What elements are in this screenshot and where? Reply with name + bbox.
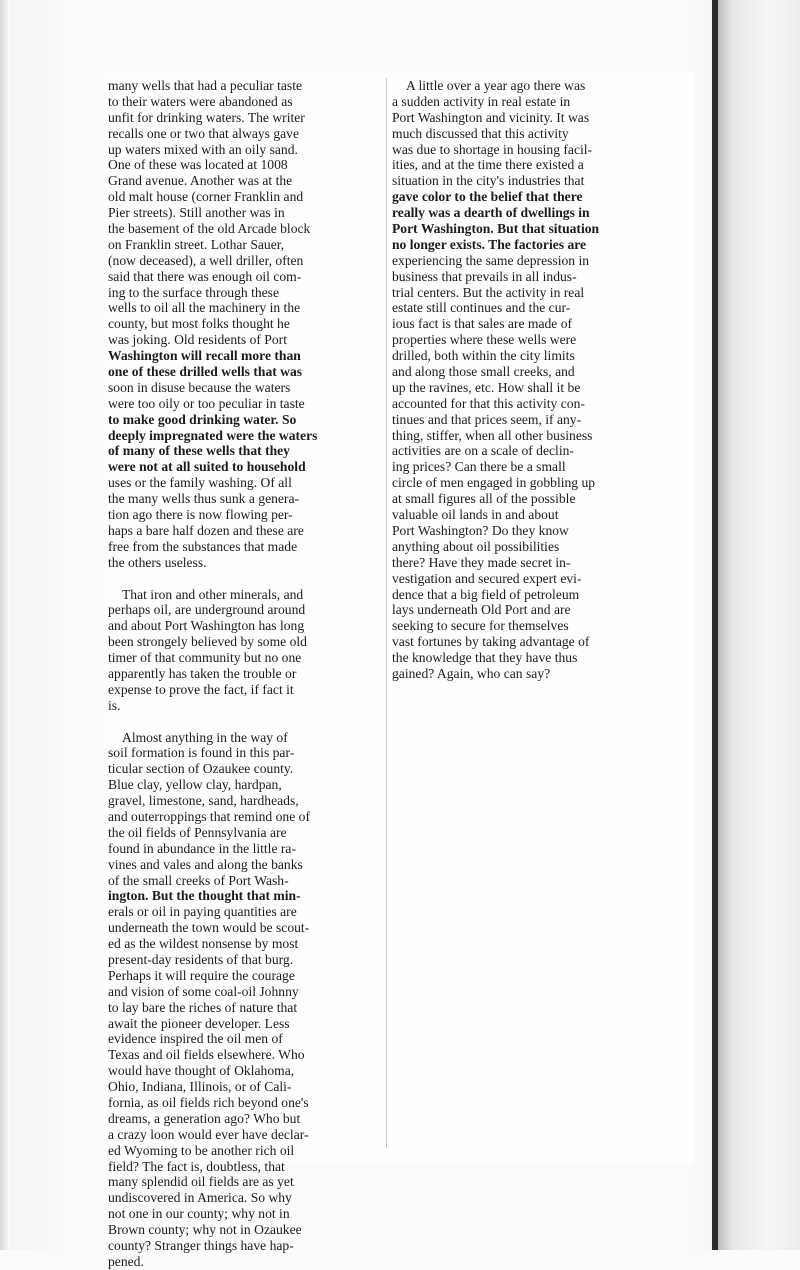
article-line: fornia, as oil fields rich beyond one's [108,1095,309,1110]
paragraph-gap [108,714,384,730]
article-line: Texas and oil fields elsewhere. Who [108,1047,305,1063]
article-line: seeking to secure for themselves [392,618,569,634]
article-line: the oil fields of Pennsylvania are [108,824,287,840]
article-line: is. [108,697,121,713]
article-line: Port Washington? Do they know [392,522,569,538]
article-line: circle of men engaged in gobbling up [392,475,596,491]
article-line: the knowledge that they have thus [392,650,578,666]
article-line: many splendid oil fields are as yet [108,1174,294,1190]
article-line: much discussed that this activity [392,125,569,141]
article-line: and about Port Washington has long [108,618,305,634]
article-line: ington. But the thought that min- [108,888,301,904]
article-line: were too oily or too peculiar in taste [108,395,305,411]
article-line: expense to prove the fact, if fact it [108,681,294,697]
paragraph-gap [108,571,384,587]
article-line: of the small creeks of Port Wash- [108,872,289,888]
article-line: Port Washington and vicinity. It was [392,109,590,125]
left-article-column [108,78,384,1270]
column-divider [386,78,387,1148]
article-line: activities are on a scale of declin- [392,443,574,459]
article-line: said that there was enough oil com- [108,268,302,284]
article-line: were not at all suited to household [108,459,306,475]
article-line: a crazy loon would ever have declar- [108,1126,309,1142]
article-line: accounted for that this activity con- [392,395,585,411]
article-line: and along those small creeks, and [392,364,575,380]
article-line: gravel, limestone, sand, hardheads, [108,793,299,809]
article-line: ities, and at the time there existed a [392,157,584,173]
article-line: lays underneath Old Port and are [392,602,571,618]
article-line: gained? Again, who can say? [392,665,551,681]
article-line: Grand avenue. Another was at the [108,173,293,189]
article-line: (now deceased), a well driller, often [108,252,304,268]
article-line: vast fortunes by taking advantage of [392,634,590,650]
article-line: the many wells thus sunk a genera- [108,491,300,507]
article-line: One of these was located at 1008 [108,157,288,173]
article-line: gave color to the belief that there [392,189,583,205]
article-line: up waters mixed with an oily sand. [108,141,298,157]
article-line: Perhaps it will require the courage [108,967,295,983]
article-line: properties where these wells were [392,332,577,348]
right-article-column [392,78,694,682]
article-line: Washington will recall more than [108,348,301,364]
article-line: ing prices? Can there be a small [392,459,566,475]
article-line: soon in disuse because the waters [108,379,291,395]
page-right-margin [718,0,800,1250]
article-line: Almost anything in the way of [122,729,288,745]
article-line: field? The fact is, doubtless, that [108,1158,285,1174]
article-line: really was a dearth of dwellings in [392,205,590,221]
article-line: up the ravines, etc. How shall it be [392,379,581,395]
article-line: found in abundance in the little ra- [108,840,296,856]
article-line: undiscovered in America. So why [108,1190,292,1206]
article-line: was joking. Old residents of Port [108,332,287,348]
article-line: vestigation and secured expert evi- [392,570,582,586]
article-line: on Franklin street. Lothar Sauer, [108,236,285,252]
article-line: wells to oil all the machinery in the [108,300,301,316]
article-line: county? Stranger things have hap- [108,1238,294,1254]
article-line: to lay bare the riches of nature that [108,999,298,1015]
article-line: there? Have they made secret in- [392,554,571,570]
article-line: at small figures all of the possible [392,491,576,507]
article-line: evidence inspired the oil men of [108,1031,283,1047]
article-line: and vision of some coal-oil Johnny [108,983,299,999]
article-line: tinues and that prices seem, if any- [392,411,582,427]
article-line: business that prevails in all indus- [392,268,577,284]
article-line: A little over a year ago there was [406,78,586,93]
article-line: ticular section of Ozaukee county. [108,761,294,777]
article-line: pened. [108,1253,144,1269]
article-line: present-day residents of that burg. [108,951,294,967]
article-line: to their waters were abandoned as [108,93,293,109]
article-line: recalls one or two that always gave [108,125,299,141]
article-line: the others useless. [108,554,207,570]
article-line: apparently has taken the trouble or [108,665,297,681]
article-line: tion ago there is now flowing per- [108,507,293,523]
article-line: haps a bare half dozen and these are [108,522,304,538]
article-line: experiencing the same depression in [392,252,590,268]
article-line: and outerroppings that remind one of [108,808,310,824]
article-line: not one in our county; why not in [108,1206,290,1222]
article-line: unfit for drinking waters. The writer [108,109,305,125]
article-line: would have thought of Oklahoma, [108,1063,295,1079]
article-line: await the pioneer developer. Less [108,1015,290,1031]
article-line: been strongely believed by some old [108,634,307,650]
article-line: Blue clay, yellow clay, hardpan, [108,777,282,793]
article-line: thing, stiffer, when all other business [392,427,593,443]
article-line: to make good drinking water. So [108,411,297,427]
article-line: timer of that community but no one [108,650,302,666]
article-line: situation in the city's industries that [392,173,585,189]
article-line: free from the substances that made [108,538,298,554]
article-line: a sudden activity in real estate in [392,93,571,109]
article-line: perhaps oil, are underground around [108,602,306,618]
article-line: the basement of the old Arcade block [108,221,311,237]
article-line: estate still continues and the cur- [392,300,571,316]
article-line: one of these drilled wells that was [108,364,303,380]
article-line: ing to the surface through these [108,284,280,300]
article-line: uses or the family washing. Of all [108,475,292,491]
article-line: many wells that had a peculiar taste [108,78,303,93]
article-line: anything about oil possibilities [392,538,560,554]
article-line: Ohio, Indiana, Illinois, or of Cali- [108,1079,292,1095]
article-line: Pier streets). Still another was in [108,205,285,221]
article-line: valuable oil lands in and about [392,507,559,523]
article-line: ious fact is that sales are made of [392,316,573,332]
article-line: vines and vales and along the banks [108,856,303,872]
article-line: trial centers. But the activity in real [392,284,585,300]
article-line: drilled, both within the city limits [392,348,575,364]
article-line: soil formation is found in this par- [108,745,295,761]
article-line: no longer exists. The factories are [392,236,587,252]
article-line: Brown county; why not in Ozaukee [108,1222,302,1238]
article-line: ed as the wildest nonsense by most [108,936,299,952]
article-line: ed Wyoming to be another rich oil [108,1142,295,1158]
article-line: dence that a big field of petroleum [392,586,580,602]
article-line: deeply impregnated were the waters [108,427,318,443]
article-line: was due to shortage in housing facil- [392,141,593,157]
article-line: old malt house (corner Franklin and [108,189,304,205]
article-line: underneath the town would be scout- [108,920,310,936]
page-left-shadow [0,0,10,1250]
article-line: erals or oil in paying quantities are [108,904,297,920]
article-line: county, but most folks thought he [108,316,290,332]
article-line: of many of these wells that they [108,443,290,459]
article-line: Port Washington. But that situation [392,221,600,237]
article-line: That iron and other minerals, and [122,586,304,602]
article-line: dreams, a generation ago? Who but [108,1110,301,1126]
